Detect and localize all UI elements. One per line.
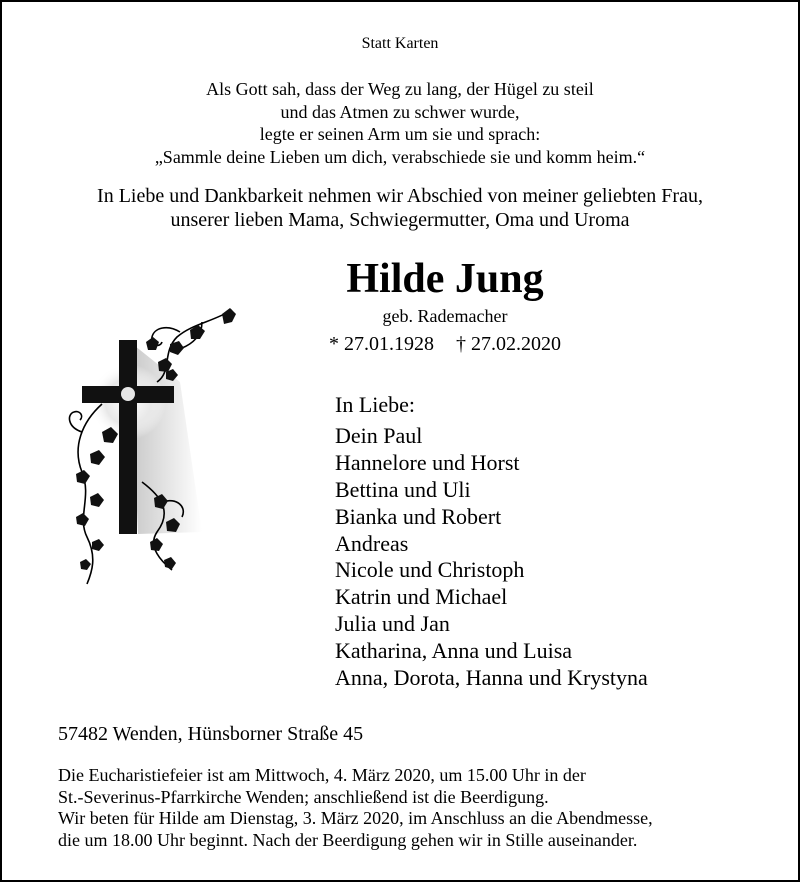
service-info <box>58 765 653 851</box>
mourners-list <box>335 392 648 692</box>
mourner-name: Dein Paul <box>335 423 423 448</box>
address: 57482 Wenden, Hünsborner Straße 45 <box>58 723 364 745</box>
life-dates <box>290 333 600 356</box>
cross-vertical-beam <box>119 340 137 534</box>
mourner-name: Julia und Jan <box>335 611 450 637</box>
cross-light <box>121 387 135 401</box>
mourners-heading: In Liebe: <box>335 392 416 417</box>
mourner-name: Bianka und Robert <box>335 503 502 529</box>
service-line: St.-Severinus-Pfarrkirche Wenden; anschließend ist die Beerdigung. <box>58 786 549 807</box>
maiden-name: geb. Rademacher <box>382 306 508 326</box>
service-line: die um 18.00 Uhr beginnt. Nach der Beerdigung gehen wir in Stille auseinander. <box>58 829 638 850</box>
mourner-name: Hannelore und Horst <box>335 449 520 475</box>
mourner-name: Andreas <box>335 530 409 556</box>
header-text: Statt Karten <box>361 35 439 52</box>
cross-with-ivy-icon <box>62 302 252 592</box>
death-date: † 27.02.2020 <box>456 333 561 355</box>
poem-line: legte er seinen Arm um sie und sprach: <box>259 124 541 144</box>
mourner-name: Bettina und Uli <box>335 476 471 502</box>
birth-date: * 27.01.1928 <box>329 333 434 355</box>
intro-text <box>2 184 798 232</box>
poem-line: und das Atmen zu schwer wurde, <box>280 101 520 122</box>
intro-line: In Liebe und Dankbarkeit nehmen wir Abschied von meiner geliebten Frau, <box>97 185 703 207</box>
poem-line: „Sammle deine Lieben um dich, verabschiede sie und komm heim.“ <box>154 146 646 167</box>
mourner-name: Katrin und Michael <box>335 584 508 610</box>
mourner-name: Anna, Dorota, Hanna und Krystyna <box>335 665 648 691</box>
intro-line: unserer lieben Mama, Schwiegermutter, Oma und Uroma <box>170 209 630 231</box>
deceased-name: Hilde Jung <box>346 256 544 302</box>
poem <box>2 78 798 168</box>
service-line: Wir beten für Hilde am Dienstag, 3. März 2020, im Anschluss an die Abendmesse, <box>58 808 653 828</box>
poem-line: Als Gott sah, dass der Weg zu lang, der Hügel zu steil <box>206 79 594 99</box>
service-line: Die Eucharistiefeier ist am Mittwoch, 4. März 2020, um 15.00 Uhr in der <box>58 765 586 785</box>
mourner-name: Katharina, Anna und Luisa <box>335 638 573 664</box>
mourner-name: Nicole und Christoph <box>335 557 525 583</box>
